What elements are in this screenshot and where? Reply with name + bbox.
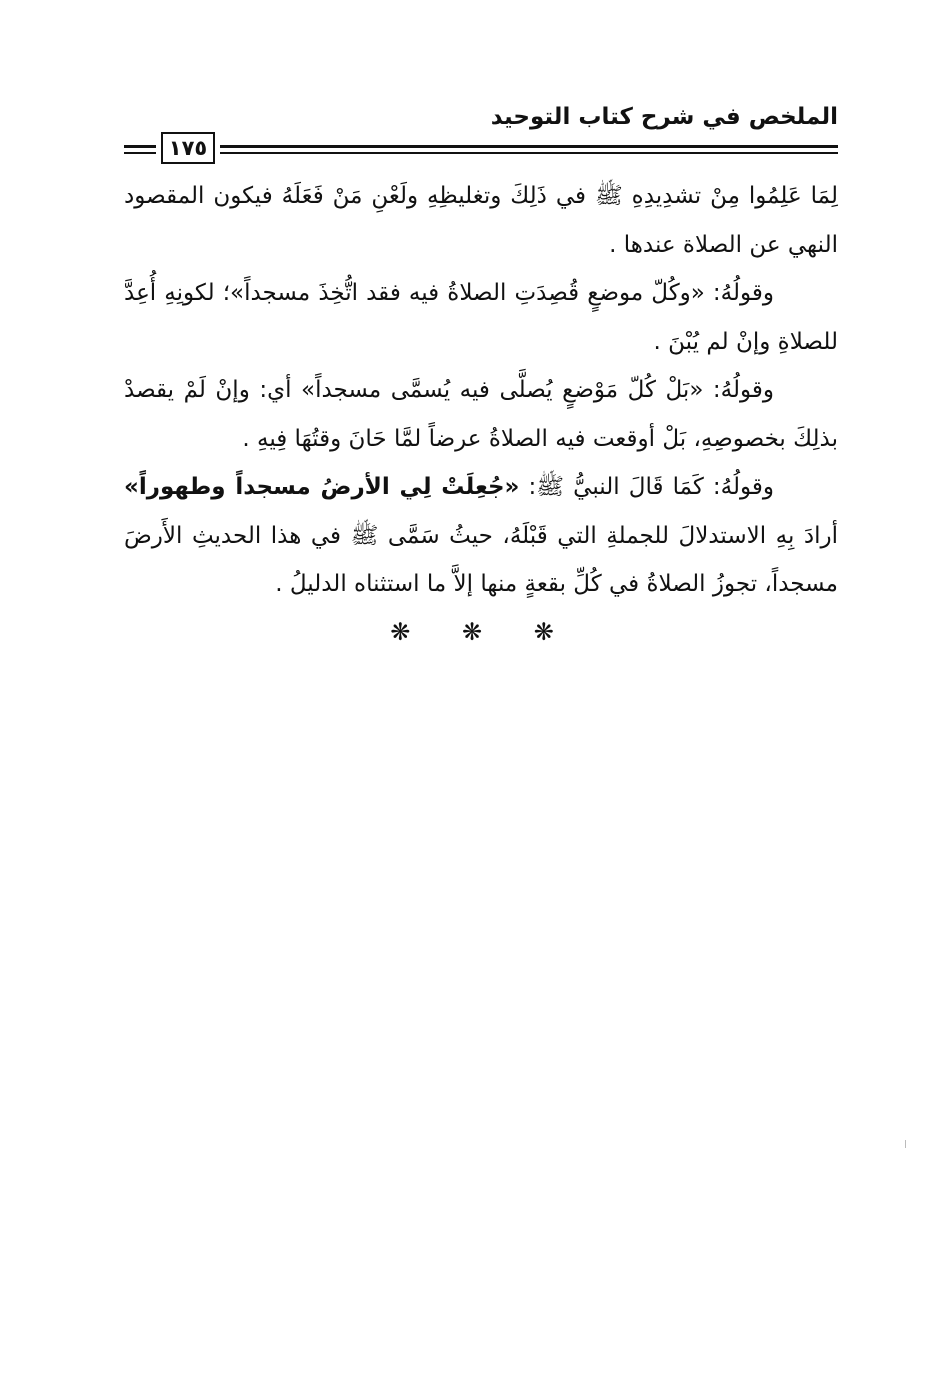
page-number-rule-bottom — [124, 152, 156, 154]
page-number: ١٧٥ — [161, 132, 215, 164]
body-text — [124, 172, 838, 609]
paragraph-3: وقولُهُ: «بَلْ كُلّ مَوْضعٍ يُصلَّى فيه يُسمَّى مسجداً» أي: وإنْ لَمْ يقصدْ بذلِكَ بخصوصِهِ، بَلْ أوقعت فيه الصلاةُ عرضاً لمَّا حَانَ وقتُهَا فِيهِ . — [124, 377, 838, 452]
paragraph-4 — [124, 463, 838, 609]
page-number-rule-top — [124, 145, 156, 148]
header-rule-thin — [220, 152, 838, 154]
section-divider — [0, 618, 944, 646]
paragraph-1: لِمَا عَلِمُوا مِنْ تشدِيدِهِ ﷺ في ذَلِكَ وتغليظِهِ ولَعْنِ مَنْ فَعَلَهُ فيكون المقصود النهي عن الصلاة عندها . — [124, 183, 838, 258]
hadith-quote: «جُعِلَتْ لِي الأرضُ مسجداً وطهوراً» — [124, 474, 520, 500]
paragraph-2: وقولُهُ: «وكُلّ موضعٍ قُصِدَتِ الصلاةُ فيه فقد اتُّخِذَ مسجداً»؛ لكونِهِ أُعِدَّ للصلاةِ وإنْ لم يُبْنَ . — [124, 280, 838, 355]
asterisk-ornament-icon: ❋ — [461, 618, 483, 646]
header-rule-thick — [220, 145, 838, 148]
margin-mark — [905, 1140, 906, 1148]
running-title: الملخص في شرح كتاب التوحيد — [490, 104, 838, 130]
asterisk-ornament-icon: ❋ — [533, 618, 554, 646]
paragraph-4-lead: وقولُهُ: كَمَا قَالَ النبيُّ ﷺ: — [519, 474, 775, 500]
asterisk-ornament-icon: ❋ — [390, 618, 411, 646]
paragraph-4-rest: أرادَ بِهِ الاستدلالَ للجملةِ التي قَبْلَهُ، حيثُ سَمَّى ﷺ في هذا الحديثِ الأَرضَ مسجداً، تجوزُ الصلاةُ في كُلِّ بقعةٍ منها إلاَّ ما استثناه الدليلُ . — [124, 522, 838, 597]
